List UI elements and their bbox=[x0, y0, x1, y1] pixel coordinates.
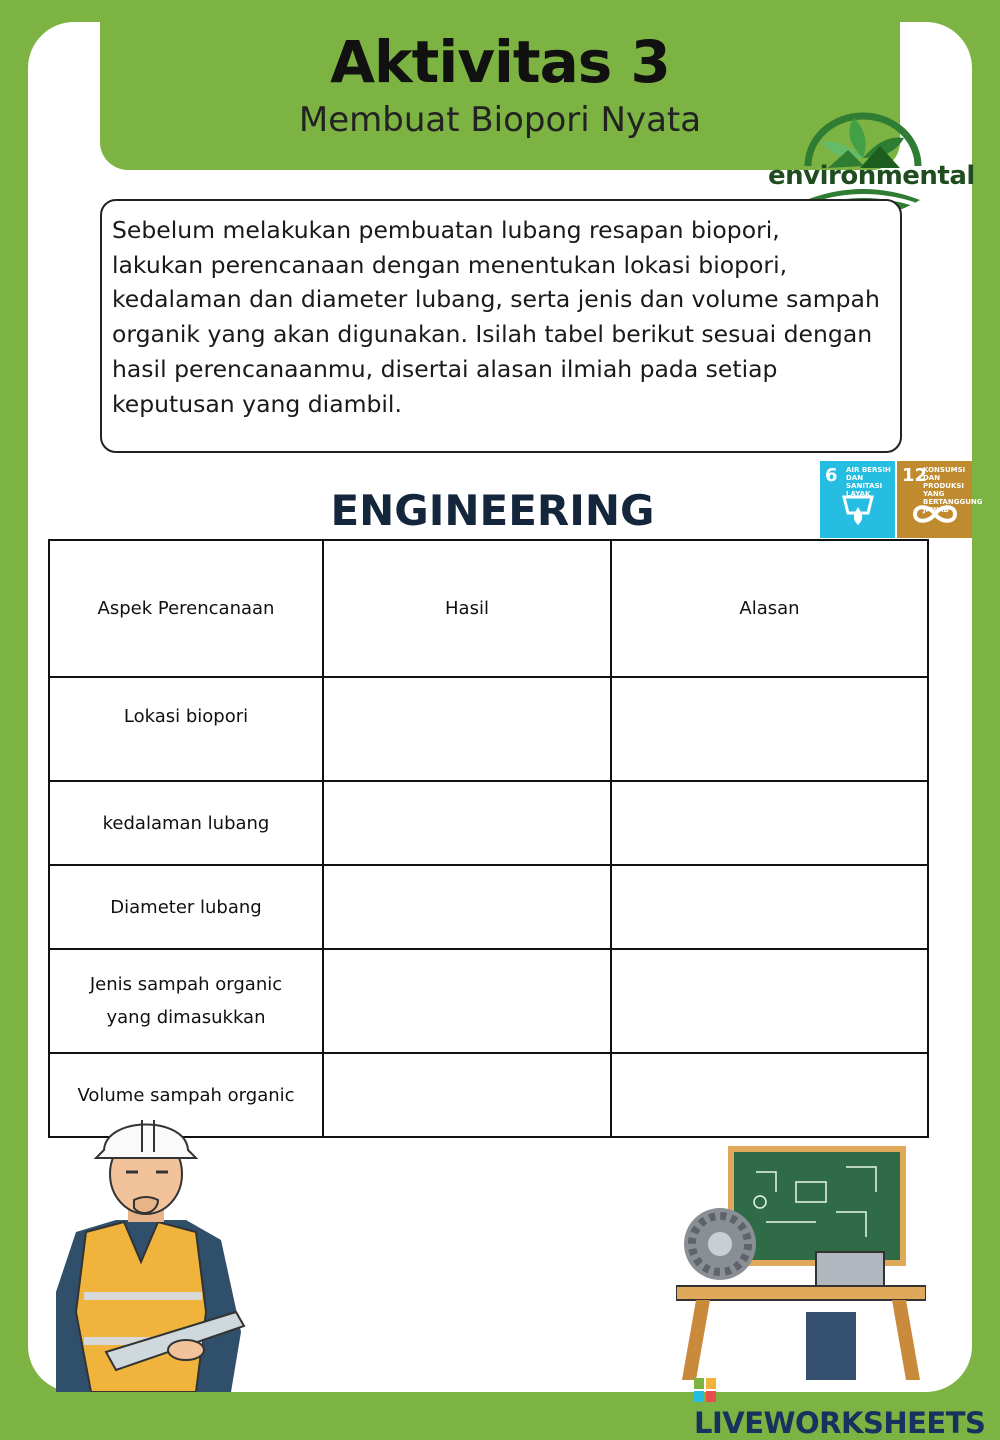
alasan-cell[interactable] bbox=[611, 677, 928, 781]
hasil-cell[interactable] bbox=[323, 781, 611, 865]
alasan-cell[interactable] bbox=[611, 865, 928, 949]
infinity-icon bbox=[909, 501, 961, 527]
hasil-cell[interactable] bbox=[323, 949, 611, 1053]
section-title: ENGINEERING bbox=[330, 486, 655, 535]
hasil-cell[interactable] bbox=[323, 677, 611, 781]
sdg-6-badge bbox=[820, 461, 895, 538]
hasil-cell[interactable] bbox=[323, 1053, 611, 1137]
table-row bbox=[49, 677, 928, 781]
alasan-cell[interactable] bbox=[611, 1053, 928, 1137]
instruction-line: organik yang akan digunakan. Isilah tabel berikut sesuai dengan bbox=[112, 320, 873, 349]
instruction-line: hasil perencanaanmu, disertai alasan ilmiah pada setiap bbox=[112, 354, 778, 383]
sdg-number: 6 bbox=[825, 465, 838, 486]
water-drop-icon bbox=[842, 493, 874, 531]
instruction-line: kedalaman dan diameter lubang, serta jenis dan volume sampah bbox=[112, 285, 880, 314]
table-row bbox=[49, 865, 928, 949]
aspect-label: Jenis sampah organic bbox=[89, 974, 283, 995]
liveworksheets-logo-icon bbox=[694, 1378, 716, 1402]
sdg-number: 12 bbox=[902, 465, 928, 486]
aspect-label: Lokasi biopori bbox=[123, 706, 249, 727]
aspect-cell bbox=[49, 677, 323, 781]
instruction-line: lakukan perencanaan dengan menentukan lokasi biopori, bbox=[112, 250, 788, 279]
aspect-label: Volume sampah organic bbox=[77, 1084, 295, 1106]
planning-table bbox=[48, 539, 929, 1138]
environmental-logo-text: environmental bbox=[768, 161, 975, 191]
sdg-12-badge bbox=[897, 461, 983, 538]
aspect-cell bbox=[49, 865, 323, 949]
page-title: Aktivitas 3 bbox=[330, 28, 670, 96]
table-row bbox=[49, 949, 928, 1053]
sdg-label: KONSUMSI DAN PRODUKSI YANG BERTANGGUNG JAWAB bbox=[923, 466, 983, 514]
header-hasil: Hasil bbox=[323, 540, 611, 677]
liveworksheets-brand[interactable] bbox=[694, 1372, 1000, 1440]
sdg-label: AIR BERSIH DAN SANITASI LAYAK bbox=[846, 466, 891, 498]
hasil-cell[interactable] bbox=[323, 865, 611, 949]
instruction-line: keputusan yang diambil. bbox=[112, 389, 402, 418]
table-header-row bbox=[49, 540, 928, 677]
workbench-illustration bbox=[676, 1142, 926, 1380]
alasan-cell[interactable] bbox=[611, 949, 928, 1053]
engineer-illustration bbox=[46, 1112, 251, 1392]
page-subtitle: Membuat Biopori Nyata bbox=[298, 100, 702, 140]
aspect-cell bbox=[49, 781, 323, 865]
aspect-label: Diameter lubang bbox=[110, 896, 262, 918]
aspect-label: yang dimasukkan bbox=[106, 1007, 266, 1028]
aspect-label: kedalaman lubang bbox=[102, 812, 270, 834]
header-alasan: Alasan bbox=[611, 540, 928, 677]
alasan-cell[interactable] bbox=[611, 781, 928, 865]
instruction-box bbox=[100, 199, 902, 453]
instruction-line: Sebelum melakukan pembuatan lubang resapan biopori, bbox=[112, 216, 780, 244]
table-row bbox=[49, 781, 928, 865]
aspect-cell bbox=[49, 949, 323, 1053]
brand-text: LIVEWORKSHEETS bbox=[694, 1406, 986, 1440]
header-aspect: Aspek Perencanaan bbox=[49, 540, 323, 677]
